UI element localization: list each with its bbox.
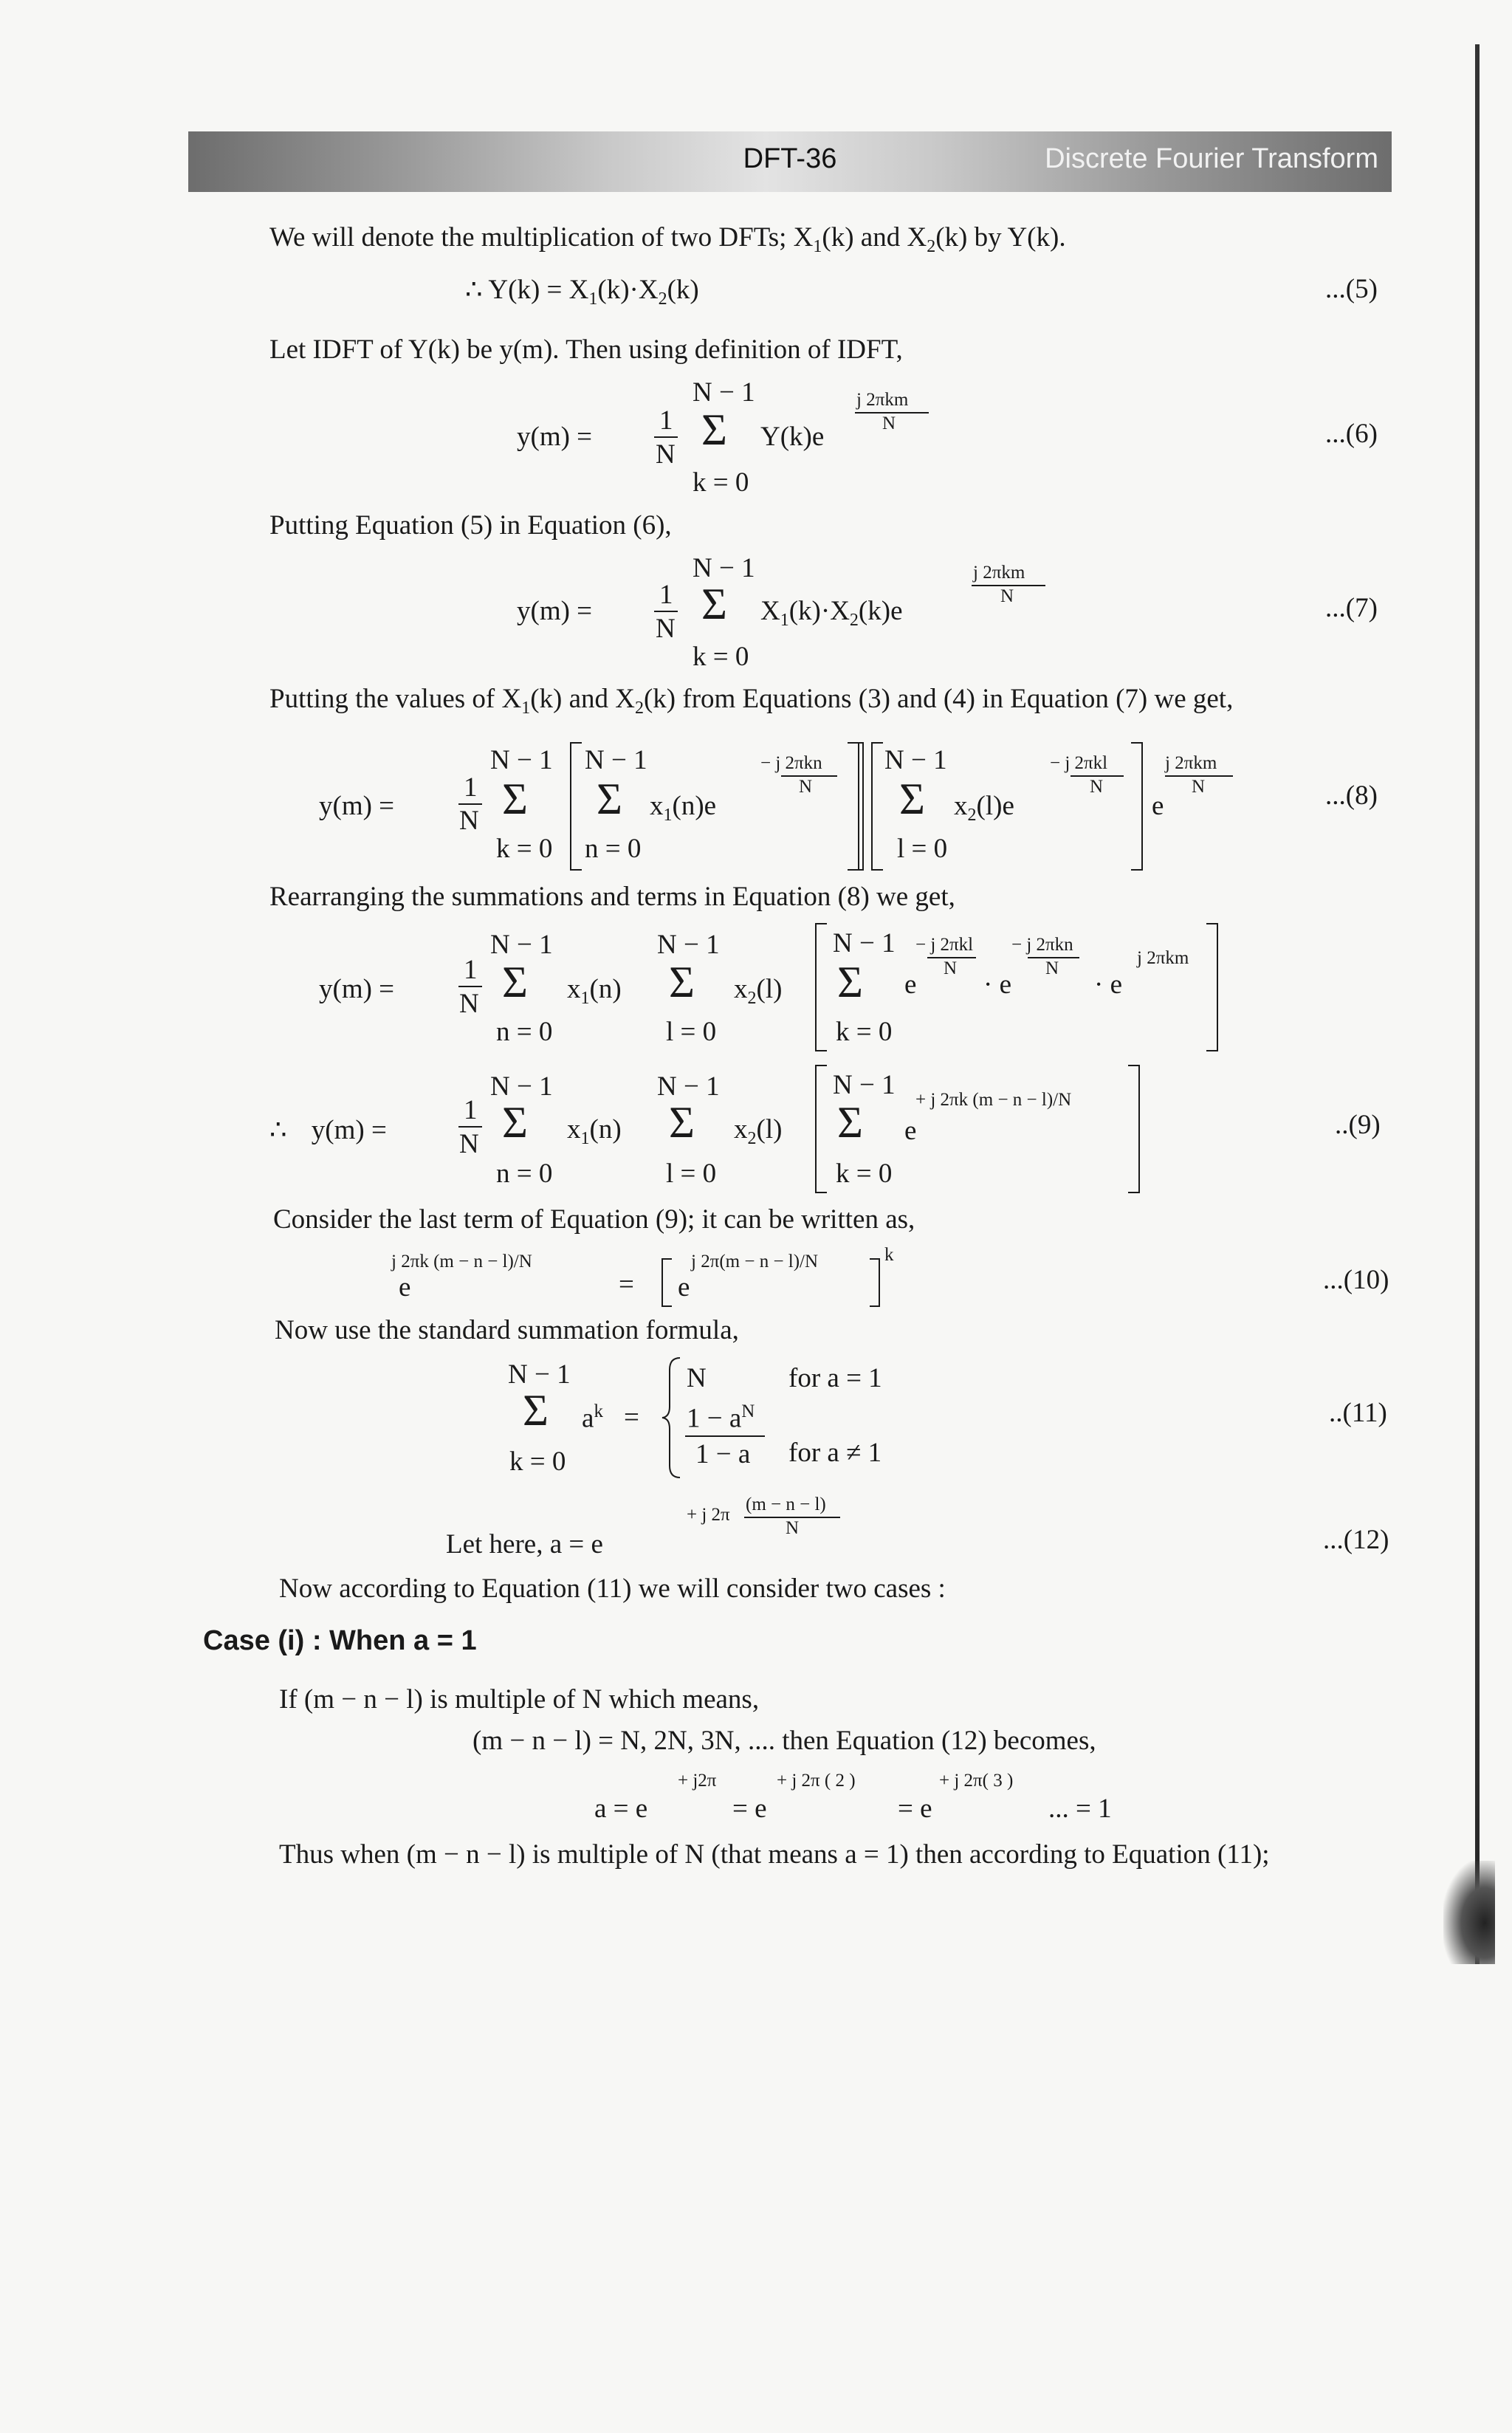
paragraph-two-cases: Now according to Equation (11) we will consider two cases :: [279, 1574, 946, 1604]
sigma-symbol: Σ: [502, 958, 528, 1006]
paragraph-multiple: If (m − n − l) is multiple of N which means,: [279, 1684, 760, 1715]
fraction-bar: [458, 1126, 482, 1128]
x2l-term: $x_2(l)e$: [954, 791, 1014, 825]
right-bracket: [1128, 1065, 1140, 1193]
exponent-prefix: + j 2π: [687, 1505, 730, 1525]
a-k: $a^k$: [582, 1401, 603, 1434]
sum3-lower: k = 0: [836, 1159, 893, 1189]
exponent-denominator: N: [799, 777, 813, 797]
left-bracket: [570, 742, 582, 871]
fraction-bar: [654, 611, 678, 612]
sum1-lower: n = 0: [496, 1159, 553, 1189]
summand: $X_1(k)\cdot X_2(k)e$: [760, 596, 903, 630]
lhs-e: e: [399, 1272, 411, 1303]
lhs: y(m) =: [319, 974, 395, 1004]
paragraph-rearrange: Rearranging the summations and terms in Equation (8) we get,: [269, 882, 955, 912]
exponent-numerator: (m − n − l): [746, 1495, 826, 1514]
left-bracket: [815, 1065, 827, 1193]
equation-number-9: ..(9): [1335, 1110, 1381, 1140]
inner2-upper: N − 1: [884, 745, 947, 775]
sum2-upper: N − 1: [657, 930, 720, 960]
x2l-term: $x_2(l)$: [734, 1114, 783, 1148]
inner1-upper: N − 1: [585, 745, 647, 775]
exponent-denominator: N: [1090, 777, 1104, 797]
exponent-numerator: − j 2πkl: [1050, 753, 1108, 773]
curly-brace: [661, 1355, 683, 1480]
outer-lower: k = 0: [496, 834, 553, 864]
equals: =: [624, 1402, 639, 1432]
lhs: y(m) =: [319, 791, 395, 821]
sum1-upper: N − 1: [490, 930, 553, 960]
sigma-symbol: Σ: [669, 958, 695, 1006]
chain-end: ... = 1: [1048, 1794, 1112, 1824]
sum-upper-limit: N − 1: [693, 553, 755, 583]
case-N: N: [687, 1363, 707, 1393]
paragraph-conclusion: Thus when (m − n − l) is multiple of N (that means a = 1) then according to Equation (11);: [279, 1839, 1270, 1870]
a-equals-e: a = e: [594, 1794, 648, 1824]
inner2-lower: l = 0: [897, 834, 948, 864]
paragraph-idft: Let IDFT of Y(k) be y(m). Then using definition of IDFT,: [269, 334, 903, 365]
equals: =: [619, 1269, 634, 1300]
sigma-symbol: Σ: [502, 775, 528, 823]
sigma-symbol: Σ: [899, 775, 925, 823]
exponent-numerator: − j 2πkn: [1011, 935, 1073, 955]
exponent-numerator: j 2πkm: [973, 563, 1025, 583]
sum2-lower: l = 0: [666, 1159, 717, 1189]
sum3-upper: N − 1: [833, 1070, 896, 1100]
frac-one: 1: [464, 1095, 478, 1125]
lhs: y(m) =: [517, 596, 593, 626]
fraction-bar: [685, 1435, 765, 1437]
frac-N: N: [656, 614, 676, 644]
right-bracket: [870, 1258, 880, 1307]
fraction-bar: [458, 986, 482, 987]
right-bracket-double: [856, 742, 864, 871]
case-heading: Case (i) : When a = 1: [203, 1625, 477, 1656]
exponent-3: + j 2π( 3 ): [939, 1771, 1014, 1791]
scanned-page-edge: [1475, 44, 1480, 1964]
denominator: 1 − a: [695, 1439, 751, 1469]
sum2-lower: l = 0: [666, 1017, 717, 1047]
right-bracket: [1131, 742, 1143, 871]
sum-upper-limit: N − 1: [693, 377, 755, 408]
paragraph-values-mnl: (m − n − l) = N, 2N, 3N, .... then Equation (12) becomes,: [472, 1726, 1096, 1756]
equation-number-11: ..(11): [1329, 1398, 1387, 1428]
right-bracket: [1206, 923, 1218, 1051]
sum3-upper: N − 1: [833, 928, 896, 958]
lhs-exponent: j 2πk (m − n − l)/N: [391, 1252, 532, 1272]
frac-N: N: [656, 439, 676, 470]
rhs-exponent: j 2π(m − n − l)/N: [691, 1252, 819, 1272]
rhs-e: e: [678, 1272, 690, 1303]
equals-e: = e: [898, 1794, 932, 1824]
frac-N: N: [459, 989, 479, 1019]
x1n-term: $x_1(n)e$: [650, 791, 717, 825]
exponent-1: + j2π: [678, 1771, 717, 1791]
let-here: Let here, a = e: [446, 1529, 603, 1559]
equation-5: ∴ $Y(k) = X_1(k)\cdot X_2(k)$: [465, 275, 699, 309]
equation-number-10: ...(10): [1323, 1265, 1389, 1295]
dot-e: · e: [1094, 970, 1123, 1000]
sum1-upper: N − 1: [490, 1071, 553, 1102]
sigma-symbol: Σ: [701, 405, 727, 454]
dot-e: · e: [983, 970, 1012, 1000]
exponent-numerator: j 2πkm: [856, 390, 909, 410]
term-e: e: [904, 970, 917, 1000]
sum-lower: k = 0: [509, 1447, 566, 1477]
numerator: $1 - a^N$: [687, 1401, 755, 1434]
lhs: y(m) =: [517, 422, 593, 452]
left-bracket: [662, 1258, 672, 1307]
exponent-2: + j 2π ( 2 ): [777, 1771, 856, 1791]
outer-e: e: [1152, 791, 1164, 821]
paragraph-intro: We will denote the multiplication of two DFTs; $X_1(k)$ and $X_2(k)$ by Y(k).: [269, 222, 1066, 256]
inner1-lower: n = 0: [585, 834, 642, 864]
paragraph-summation-formula: Now use the standard summation formula,: [275, 1315, 739, 1345]
frac-one: 1: [659, 405, 673, 436]
exponent-numerator: − j 2πkn: [760, 753, 822, 773]
summand: Y(k)e: [760, 422, 825, 452]
frac-one: 1: [464, 772, 478, 803]
sum-lower-limit: k = 0: [693, 467, 749, 498]
frac-N: N: [459, 806, 479, 836]
frac-one: 1: [464, 955, 478, 985]
sigma-symbol: Σ: [597, 775, 622, 823]
sum-lower-limit: k = 0: [693, 642, 749, 672]
sum2-upper: N − 1: [657, 1071, 720, 1102]
frac-N: N: [459, 1129, 479, 1159]
sigma-symbol: Σ: [669, 1098, 695, 1147]
section-title: Discrete Fourier Transform: [1045, 143, 1378, 174]
exponent-numerator: j 2πkm: [1165, 753, 1217, 773]
power-k: k: [884, 1245, 894, 1265]
exponent-denominator: N: [882, 413, 896, 433]
term-e: e: [904, 1116, 917, 1146]
equation-number-7: ...(7): [1325, 593, 1378, 623]
outer-upper: N − 1: [490, 745, 553, 775]
equation-number-5: ...(5): [1325, 274, 1378, 304]
x1n-term: $x_1(n)$: [567, 974, 622, 1008]
exponent-denominator: N: [1045, 958, 1059, 978]
paragraph-last-term: Consider the last term of Equation (9); it can be written as,: [273, 1204, 915, 1235]
case-condition-1: for a = 1: [788, 1363, 882, 1393]
sigma-symbol: Σ: [701, 580, 727, 628]
page-header: [188, 131, 1392, 192]
left-bracket: [815, 923, 827, 1051]
exponent-denominator: N: [1192, 777, 1206, 797]
equation-number-12: ...(12): [1323, 1525, 1389, 1555]
left-bracket: [871, 742, 883, 871]
equation-number-8: ...(8): [1325, 780, 1378, 811]
sigma-symbol: Σ: [837, 1098, 863, 1147]
exponent-denominator: N: [786, 1518, 800, 1538]
sum3-lower: k = 0: [836, 1017, 893, 1047]
therefore-lhs: ∴ y(m) =: [269, 1115, 387, 1145]
sigma-symbol: Σ: [502, 1098, 528, 1147]
sum1-lower: n = 0: [496, 1017, 553, 1047]
x1n-term: $x_1(n)$: [567, 1114, 622, 1148]
scan-shadow: [1443, 1861, 1495, 1964]
paragraph-values: Putting the values of $X_1(k)$ and $X_2(k)$ from Equations (3) and (4) in Equation (7) we get,: [269, 684, 1234, 718]
paragraph-substitute: Putting Equation (5) in Equation (6),: [269, 510, 672, 541]
equals-e: = e: [732, 1794, 767, 1824]
sigma-symbol: Σ: [837, 958, 863, 1006]
equation-number-6: ...(6): [1325, 419, 1378, 449]
sigma-symbol: Σ: [523, 1386, 549, 1435]
fraction-bar: [654, 436, 678, 438]
exponent-denominator: N: [1000, 586, 1014, 606]
x2l-term: $x_2(l)$: [734, 974, 783, 1008]
exponent: j 2πkm: [1137, 948, 1189, 968]
case-condition-2: for a ≠ 1: [788, 1438, 882, 1468]
exponent: + j 2πk (m − n − l)/N: [915, 1090, 1072, 1110]
exponent-numerator: − j 2πkl: [915, 935, 974, 955]
exponent-denominator: N: [944, 958, 958, 978]
frac-one: 1: [659, 580, 673, 610]
sum-upper: N − 1: [508, 1359, 571, 1390]
page-number: DFT-36: [743, 143, 837, 174]
